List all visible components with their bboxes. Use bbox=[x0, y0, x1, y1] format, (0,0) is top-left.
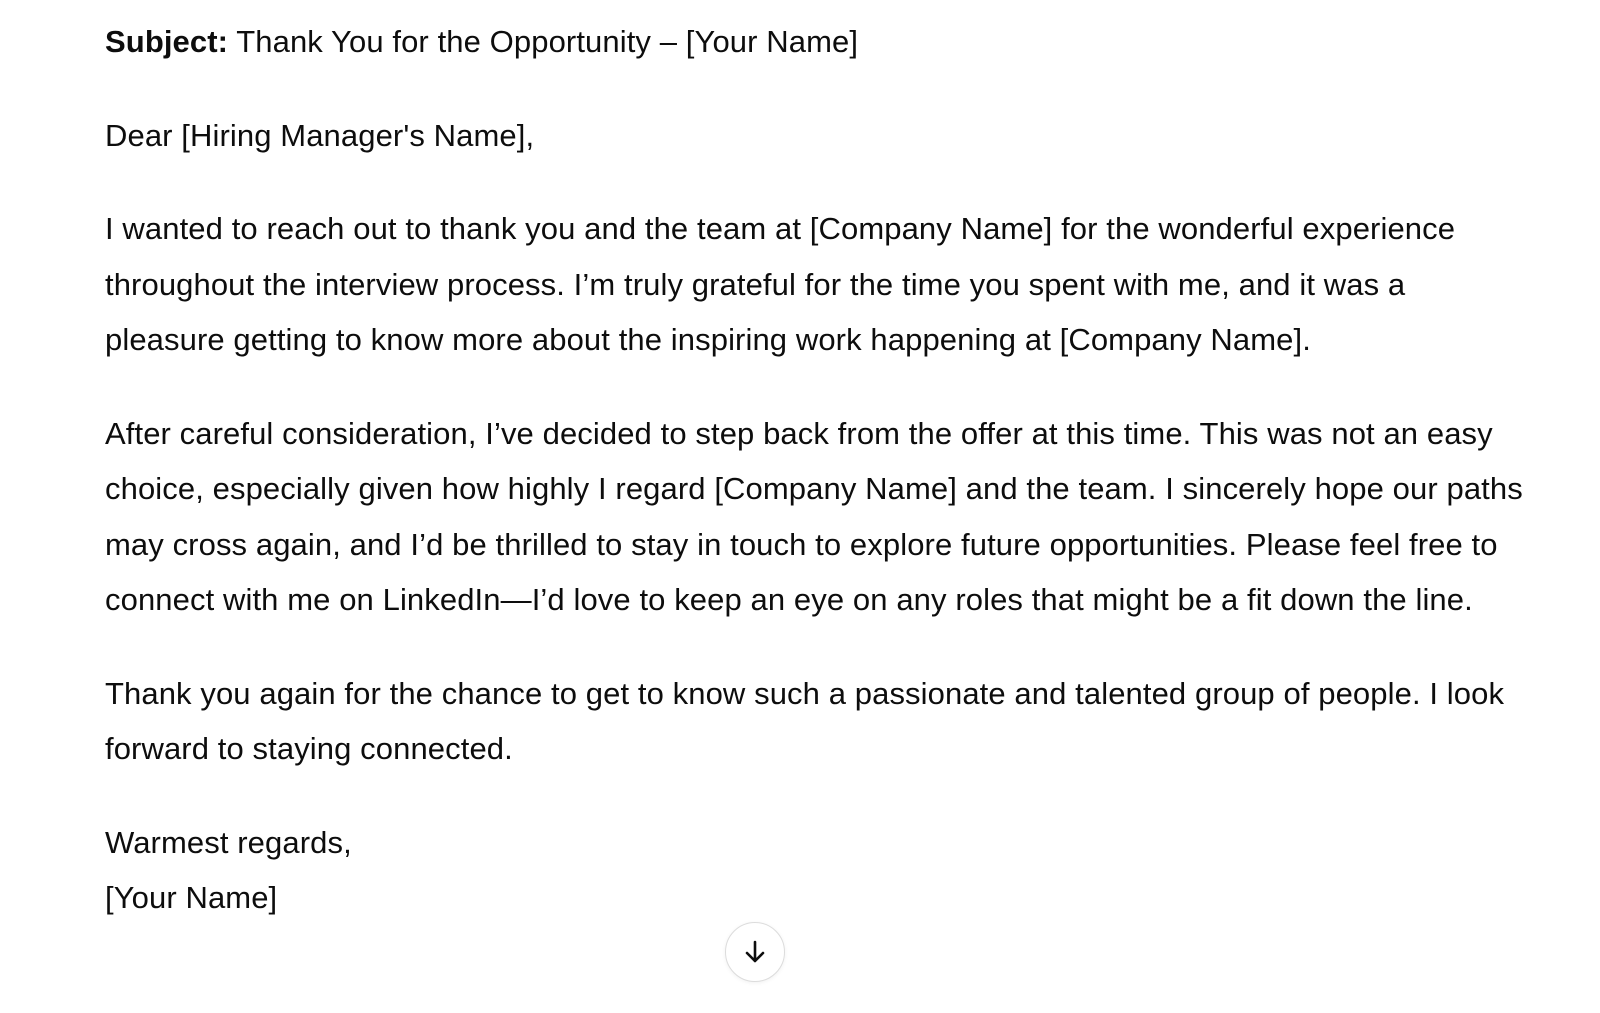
arrow-down-icon bbox=[741, 938, 769, 966]
email-draft bbox=[105, 14, 1525, 964]
body-paragraph-thanks: I wanted to reach out to thank you and the team at [Company Name] for the wonderful experience throughout the interview process. I’m truly grateful for the time you spent with me, and it was a pleasure getting to know more about the inspiring work happening at [Company Name]. bbox=[105, 211, 1456, 357]
greeting: Dear [Hiring Manager's Name], bbox=[105, 117, 535, 153]
signoff bbox=[105, 815, 1525, 926]
closing: Warmest regards, bbox=[105, 824, 352, 860]
subject-text: Thank You for the Opportunity – [Your Name] bbox=[228, 24, 859, 59]
body-paragraph-closing: Thank you again for the chance to get to know such a passionate and talented group of people. I look forward to staying connected. bbox=[105, 675, 1505, 766]
scroll-down-button[interactable] bbox=[725, 922, 785, 982]
subject-label: Subject: bbox=[105, 24, 229, 59]
body-paragraph-decline: After careful consideration, I’ve decided to step back from the offer at this time. This was not an easy choice, especially given how highly I regard [Company Name] and the team. I sincerely hope our paths may cross again, and I’d be thrilled to stay in touch to explore future opportunities. Please feel free to connect with me on LinkedIn—I’d love to keep an eye on any roles that might be a fit down the line. bbox=[105, 415, 1523, 617]
subject-line bbox=[105, 14, 1525, 70]
signature: [Your Name] bbox=[105, 880, 278, 915]
